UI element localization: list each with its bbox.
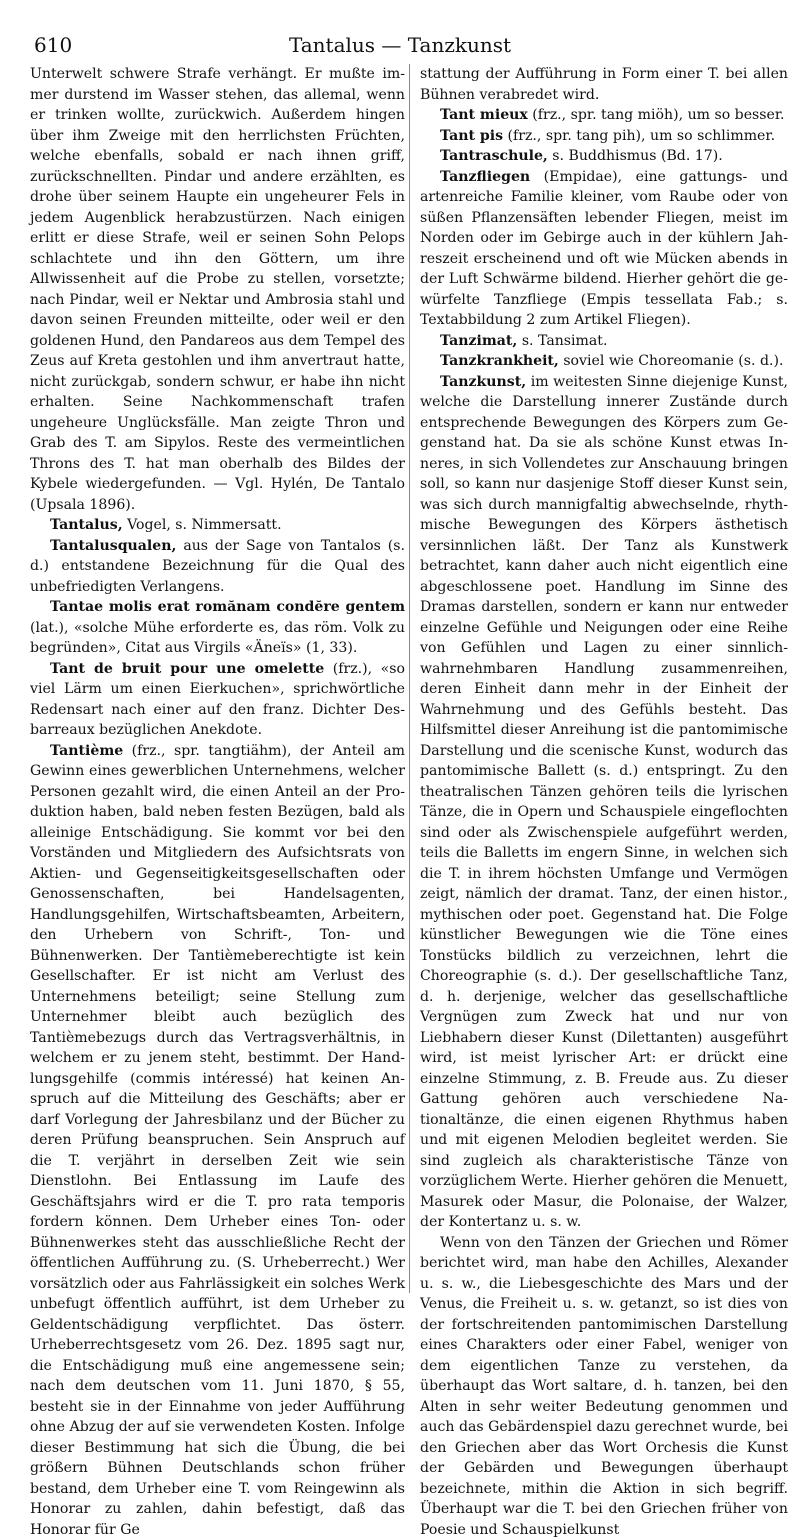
dictionary-entry <box>30 64 405 515</box>
entry-headword: Tanzimat, <box>440 333 517 349</box>
entry-text: (frz., spr. tang pih), um so schlimmer. <box>503 128 775 144</box>
dictionary-entry <box>420 331 788 352</box>
entry-text: (frz., spr. tang miöh), um so besser. <box>528 107 785 123</box>
dictionary-entry <box>30 597 405 659</box>
column-divider <box>409 64 410 1293</box>
dictionary-entry <box>420 351 788 372</box>
entry-text: Unterwelt schwere Strafe verhängt. Er mußte immer durstend im Wasser stehen, das allemal, wenn er trinken wollte, zurückwich. Außerdem hingen über ihm Zweige mit den herrlichsten Früchten, welche ebenfalls, sobald er nach ihnen griff, zurückschnellten. Pindar und andere erzählten, es drohe über seinem Haupte ein ungeheurer Fels in jedem Augenblick herabzustürzen. Nach einigen erlitt er diese Strafe, weil er seinen Sohn Pelops schlachtete und ihn den Göttern, um ihre Allwissenheit auf die Probe zu stellen, vorsetzte; nach Pindar, weil er Nektar und Ambrosia stahl und davon seinen Freunden mitteilte, oder weil er den goldenen Hund, den Pandareos aus dem Tempel des Zeus auf Kreta gestohlen und ihm anvertraut hatte, nicht zurückgab, sondern schwur, er habe ihn nicht erhalten. Seine Nachkommenschaft trafen ungeheure Unglücksfälle. Man zeigte Thron und Grab des T. am Sipylos. Reste des vermeintlichen Throns des T. hat man oberhalb des Bildes der Kybele wiedergefunden. — Vgl. Hylén, De Tantalo (Upsala 1896). <box>30 66 405 513</box>
dictionary-entry <box>30 515 405 536</box>
entry-text: Wenn von den Tänzen der Griechen und Römer berichtet wird, man habe den Achilles, Alexander u. s. w., die Liebesgeschichte des Mars und der Venus, die Freiheit u. s. w. getanzt, so ist dies von der fortschreitenden pantomimischen Darstellung eines Charakters oder einer Fabel, weniger von dem eigentlichen Tanze zu verstehen, da überhaupt das Wort saltare, d. h. tanzen, bei den Alten in sehr weiter Bedeutung genommen und auch das Gebärdenspiel dazu gerechnet wurde, bei den Griechen aber das Wort Orchesis die Kunst der Gebärden und Bewegungen überhaupt bezeichnete, mithin die Aktion in sich begriff. Überhaupt war die T. bei den Griechen früher von Poesie und Schauspielkunst <box>420 1235 788 1538</box>
dictionary-entry <box>420 372 788 1233</box>
entry-headword: Tant mieux <box>440 107 528 123</box>
entry-headword: Tantraschule, <box>440 148 548 164</box>
dictionary-entry <box>420 126 788 147</box>
right-column <box>420 64 788 1293</box>
entry-text: s. Buddhismus (Bd. 17). <box>548 148 723 164</box>
entry-headword: Tanzfliegen <box>440 169 530 185</box>
dictionary-entry <box>30 741 405 1540</box>
entry-text: soviel wie Choreomanie (s. d.). <box>559 353 784 369</box>
entry-text: s. Tansimat. <box>517 333 607 349</box>
entry-headword: Tanzkrankheit, <box>440 353 559 369</box>
dictionary-entry <box>420 146 788 167</box>
entry-text: (Empidae), eine gattungs- und artenreiche Familie kleiner, vom Raube oder von süßen Pflanzensäften lebender Fliegen, meist im Norden oder im Gebirge auch in der kühlern Jahreszeit erscheinend und oft wie Mücken abends in der Luft Schwärme bildend. Hierher gehört die gewürfelte Tanzfliege (Empis tessellata Fab.; s. Textabbildung 2 zum Artikel Fliegen). <box>420 169 788 329</box>
dictionary-entry <box>420 1233 788 1540</box>
entry-text: Vogel, s. Nimmersatt. <box>123 517 282 533</box>
entry-text: (frz., spr. tangtiähm), der Anteil am Gewinn eines gewerblichen Unternehmens, welcher Personen gezahlt wird, die einen Anteil an der Produktion haben, bald neben festen Bezügen, bald als alleinige Entschädigung. Sie kommt vor bei den Vorständen und Mitgliedern des Aufsichtsrats von Aktien- und Gegenseitigkeitsgesellschaften oder Genossenschaften, bei Handelsagenten, Handlungsgehilfen, Wirtschaftsbeamten, Arbeitern, den Urhebern von Schrift-, Ton- und Bühnenwerken. Der Tantièmeberechtigte ist kein Gesellschafter. Er ist nicht am Verlust des Unternehmens beteiligt; seine Stellung zum Unternehmer bleibt auch bezüglich des Tantièmebezugs durch das Vertragsverhältnis, in welchem er zu jenem steht, bestimmt. Der Handlungsgehilfe (commis intéressé) hat keinen Anspruch auf die Mitteilung des Geschäfts; aber er darf Vorlegung der Jahresbilanz und der Bücher zu deren Prüfung beanspruchen. Sein Anspruch auf die T. verjährt in derselben Zeit wie sein Dienstlohn. Bei Entlassung im Laufe des Geschäftsjahrs wird er die T. pro rata temporis fordern können. Dem Urheber eines Ton- oder Bühnenwerkes steht das ausschließliche Recht der öffentlichen Aufführung zu. (S. Urheberrecht.) Wer vorsätzlich oder aus Fahrlässigkeit ein solches Werk unbefugt öffentlich aufführt, ist dem Urheber zu Geldentschädigung verpflichtet. Das österr. Urheberrechtsgesetz vom 26. Dez. 1895 sagt nur, die Entschädigung muß eine angemessene sein; nach dem deutschen vom 11. Juni 1870, § 55, besteht sie in der Einnahme von jeder Aufführung ohne Abzug der auf sie verwendeten Kosten. Infolge dieser Bestimmung hat sich die Übung, die bei größern Bühnen Deutschlands schon früher bestand, dem Urheber eine T. vom Reingewinn als Honorar zu zahlen, dahin befestigt, daß das Honorar für Ge <box>30 743 405 1538</box>
entry-text: im weitesten Sinne diejenige Kunst, welche die Darstellung innerer Zustände durch entsprechende Bewegungen des Körpers zum Gegenstand hat. Da sie als schöne Kunst etwas Inneres, in sich Vollendetes zur Anschauung bringen soll, so kann nur dasjenige Stoff dieser Kunst sein, was sich durch mannigfaltig abwechselnde, rhythmische Bewegungen des Körpers ästhetisch versinnlichen läßt. Der Tanz als Kunstwerk betrachtet, kann daher auch nicht eigentlich eine abgeschlossene poet. Handlung im Sinne des Dramas darstellen, sondern er kann nur entweder einzelne Gefühle und Neigungen oder eine Reihe von Gefühlen und Lagen zu einer sinnlich-wahrnehmbaren Handlung zusammenreihen, deren Einheit dann mehr in der Einheit der Wahrnehmung und des Gefühls besteht. Das Hilfsmittel dieser Anreihung ist die pantomimische Darstellung und die scenische Kunst, wodurch das pantomimische Ballett (s. d.) entspringt. Zu den theatralischen Tänzen gehören teils die lyrischen Tänze, die in Opern und Schauspiele eingeflochten sind oder als Zwischenspiele aufgeführt werden, teils die Balletts im engern Sinne, in welchen sich die T. in ihrem höchsten Umfange und Vermögen zeigt, nämlich der dramat. Tanz, der einen histor., mythischen oder poet. Gegenstand hat. Die Folge künstlicher Bewegungen wie die Töne eines Tonstücks bildlich zu verzeichnen, lehrt die Choreographie (s. d.). Der gesellschaftliche Tanz, d. h. derjenige, welcher das gesellschaftliche Vergnügen zum Zweck hat und nur von Liebhabern dieser Kunst (Dilettanten) ausgeführt wird, ist meist lyrischer Art: er drückt eine einzelne Stimmung, z. B. Freude aus. Zu dieser Gattung gehören auch verschiedene Nationaltänze, die einen eigenen Rhythmus haben und mit eigenen Melodien begleitet werden. Sie sind zugleich als charakteristische Tänze von vorzüglichem Werte. Hierher gehören die Menuett, Masurek oder Masur, die Polonaise, der Walzer, der Kontertanz u. s. w. <box>420 374 788 1231</box>
entry-headword: Tantalus, <box>50 517 123 533</box>
entry-headword: Tanzkunst, <box>440 374 526 390</box>
entry-text: (lat.), «solche Mühe erforderte es, das röm. Volk zu begründen», Citat aus Virgils «Äneïs» (1, 33). <box>30 620 405 657</box>
entry-headword: Tant pis <box>440 128 503 144</box>
entry-text: (frz.), «so viel Lärm um einen Eierkuchen», sprichwörtliche Redensart nach einer auf den franz. Dichter Desbarreaux bezüglichen Anekdote. <box>30 661 405 739</box>
entry-headword: Tantième <box>50 743 123 759</box>
left-column <box>30 64 405 1293</box>
entry-headword: Tantalusqualen, <box>50 538 176 554</box>
entry-text: stattung der Aufführung in Form einer T. bei allen Bühnen verabredet wird. <box>420 66 788 103</box>
page-header <box>0 0 800 60</box>
dictionary-entry <box>420 167 788 331</box>
page-number: 610 <box>34 33 72 57</box>
entry-text: aus der Sage von Tantalos (s. d.) entstandene Bezeichnung für die Qual des unbefriedigten Verlangens. <box>30 538 405 595</box>
dictionary-entry <box>420 64 788 105</box>
entry-headword: Tant de bruit pour une omelette <box>50 661 324 677</box>
entry-headword: Tantae molis erat romănam condĕre gentem <box>50 599 405 615</box>
dictionary-entry <box>30 536 405 598</box>
dictionary-entry <box>420 105 788 126</box>
dictionary-entry <box>30 659 405 741</box>
running-head: Tantalus — Tanzkunst <box>0 33 800 57</box>
